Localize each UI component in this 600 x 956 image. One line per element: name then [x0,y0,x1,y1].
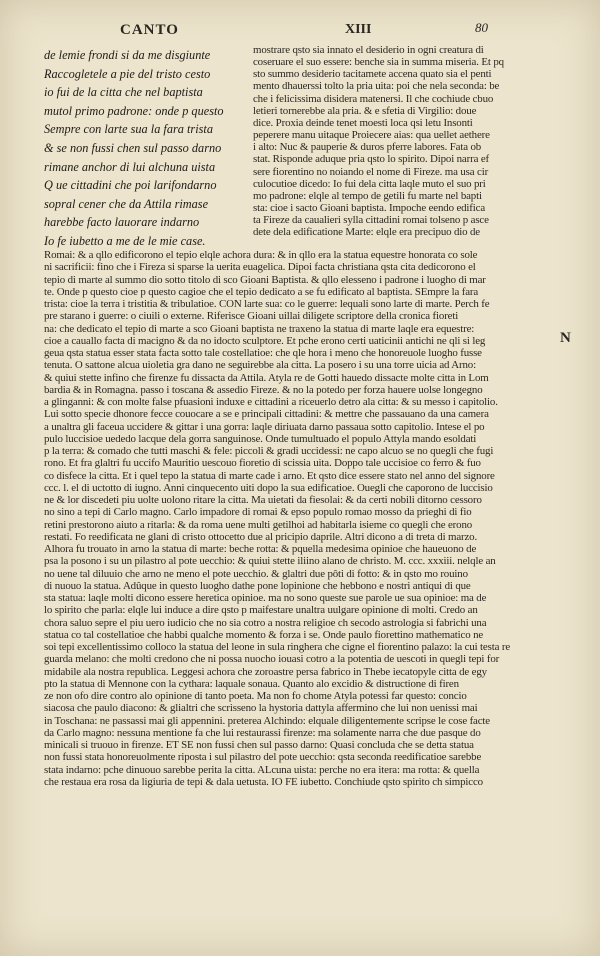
commentary-line: sere fiorentino no noiando el nome di Fireze. ma usa cir [253,165,489,178]
commentary-line: mo padrone: elqle al tempo de getili fu marte nel bapti [253,189,482,202]
commentary-line: soi tepi excellentissimo colloco la statua del leone in sula ringhera che cigne el fiorentino palazo: la cui testa re [44,641,510,653]
commentary-line: mostrare qsto sia innato el desiderio in ogni creatura di [253,44,484,56]
verse-line: io fui de la citta che nel baptista [44,85,203,100]
commentary-line: che i felicissima disidera matenersi. Il che cochiude cbuo [253,92,494,105]
verse-line: mutol primo padrone: onde p questo [44,103,224,118]
commentary-line: sta: cioe i sacto Gioani baptista. Impoche eendo edifica [253,202,486,215]
commentary-line: te. Onde p questo cioe p questo cagioe che el tepio dedicato a se fu edificato al baptista. SEmpre la fara [44,285,479,298]
verse-line: harebbe facto lauorare indarno [44,215,200,230]
commentary-line: sta statua: laqle molti dicono essere heretica opinioe. ma no sono queste sue parole ue sua opinioe: ma de [44,592,487,604]
verse-text [44,46,244,251]
commentary-line: lo spirito che parla: elqle lui induce a dire qsto p maifestare unaltra uulgare opinione di molti. Credo an [44,604,478,617]
commentary-line: letieri tornerebbe ala pria. & e sfetia di Virgilio: doue [253,104,477,117]
commentary-line: cioe a cauallo facta di macigno & da no idocto sculptore. Et pche erono certi uaticinii antichi ne qli si leg [44,334,486,347]
running-title: CANTO [120,22,179,38]
commentary-line: a unaltra gli faceua uccidere & gittar i una gorra: laqle diriuata darno passaua sotto capitolio. Intese el po [44,420,485,433]
commentary-line: i alto: Nuc & pauperie & duros pferre labores. Fata ob [253,141,482,154]
commentary-line: no uene tal diluuio che arno ne meno el pote uecchio. & glaltri due pôti di fotto: & in qsto mo rouino [44,567,468,580]
commentary-line: chora saluo sepre el piu uero iudicio che no sia cotro a nostra religioe ch secodo astrologia si fabrichi una [44,616,487,629]
commentary-line: pto la statua di Mennone con la cythara: laquale sonaua. Quanto alo excidio & distructione di firen [44,677,459,690]
commentary-line: in Toschana: ne passassi mai gli appennini. preterea Alchindo: elquale diligentemente scripse le cose facte [44,714,490,727]
verse-line: Sempre con larte sua la fara trista [44,122,213,137]
verse-line: Q ue cittadini che poi larifondarno [44,178,217,193]
commentary-line: midabile ala nostra republica. Leggesi achora che zoroastre persa fabrico in Thebe iecatopyle citta de egy [44,665,487,678]
commentary-line: tenuta. O sattone alcua uioletia gra dano ne seguirebbe ala citta. La posero i su una torre uicia ad Arno: [44,359,476,372]
commentary-line: dice. Proxia deinde tenet moesti loca qsi letu Insonti [253,116,473,129]
commentary-line: pulo luccisioe uededo lacque dela gorra sanguinose. Onde tumultuado el populo Attyla mando esoldati [44,432,477,445]
commentary-line: ta Fireze da caualieri sylla cittadini romai tolseno p asce [253,214,489,227]
commentary-line: sto summo desiderio tacitamete accena quato sia el penti [253,68,492,81]
commentary-line: na: che dedicato el tepio di marte a sco Gioani baptista ne traxeno la statua di marte laqle era equestre: [44,322,475,335]
commentary-line: minicali si truouo in firenze. ET SE non fussi chen sul passo darno: Quasi concluda che se detta statua [44,739,474,751]
commentary-line: coseruare el suo essere: benche sia in summa miseria. Et pq [253,56,504,69]
commentary-line: co disfece la citta. Et i quel tepo la statua di marte cade i arno. Et qsto dice essere stato nel anno del signore [44,469,495,482]
commentary-line: Lui sotto specie dhonore fecce couocare a se e principali cittadini: & mettre che passauano da una camera [44,408,489,421]
commentary-line: ccc. l. el di uctotto di iugno. Anni cinquecento uiti dopo la sua edificatioe. Ouegli che caporono de luccisio [44,481,493,494]
commentary-line: & quiui stette infino che firenze fu dissacta da Attila. Atyla re de Gotti hauedo dissacte molte citta in Lom [44,371,489,384]
folio-number: 80 [475,20,488,35]
canto-number: XIII [345,22,372,37]
commentary-line: di nuouo la statua. Adûque in questo luogho dathe pone lopinione che hebbono e nostri antiqui di que [44,579,471,592]
commentary-line: dete dela edificatione Marte: elqle era precipuo dio de [253,226,480,239]
commentary-line: psa la posono i su un pilastro al pote uecchio: & quiui stette iliino alano de christo. M. ccc. xxxiii. nelqle an [44,555,496,568]
verse-line: Raccogletele a pie del tristo cesto [44,66,211,81]
commentary-line: stat. Risponde aduque pria qsto lo spirito. Dipoi narra ef [253,153,489,166]
commentary-line: non fussi stata honoreuolmente riposta i sul pilastro del pote uecchio: qsta seconda reedificatioe sarebbe [44,751,482,764]
commentary-line: tepio di marte al summo dio sotto titolo di sco Gioani Baptista. & qllo elesseno i padrone i luogho di mar [44,273,486,286]
verse-line: rimane anchor di lui alchuna uista [44,159,216,174]
verse-line: sopral cener che da Attila rimase [44,196,209,211]
commentary-line: geua qsta statua esser stata facta sotto tale costellatioe: che qle hora i meno che honoreuole luogho fusse [44,347,482,359]
commentary-line: bardia & in Romagna. passo i toscana & assedio Fireze. & no la potedo per forza hauere uolse longegno [44,383,483,396]
commentary-line: a glinganni: & con molte false pfuasioni induxe e cittadini a riceuerlo detro ala citta: & su messo i capitolio. [44,396,498,408]
commentary-line: restati. Fo reedificata ne glani di cristo ottocetto due al pricipio daprile. Altri dicono a di treta di marzo. [44,530,478,543]
commentary-line: Alhora fu trouato in arno la statua di marte: beche rotta: & pquella medesima opinioe che haueuono de [44,543,477,555]
commentary-line: ze non ofo dire contro alo opinione di tanto poeta. Ma non fo chome Atyla potessi far questo: concio [44,690,467,702]
commentary-line: pre starano i guerre: o ciuili o externe. Riferisce Gioani uillai diligete scriptore della cronica fioreti [44,310,459,323]
commentary-line: ne & lor discedeti piu uolte uolono ritare la citta. Ma uietati da fiesolai: & da certi nobili ditorno cessoro [44,494,482,506]
commentary-line: Romai: & a qllo edificorono el tepio elqle achora dura: & in qllo era la statua equestre honorata co sole [44,249,478,261]
commentary-line: rono. Et fra glaltri fu uccifo Mauritio uescouo fioretio di scissia uita. Doppo tale uccisioe co ferro & fuo [44,457,481,470]
commentary-line: ni sacrificii: fino che i Fireza si sparse la uerita euagelica. Dipoi facta christiana qsta cita dedicorono el [44,261,476,274]
commentary-line: stata indarno: pche dinuouo sarebbe perita la citta. ALcuna uista: perche no era itera: ma rotta: & quella [44,763,480,776]
verse-line: Io fe iubetto a me de le mie case. [44,233,206,248]
commentary-line: retini prestorono aiuto a ritarla: & da roma uene multi getilhoi ad habitarla isieme co quegli che erono [44,518,473,531]
marginal-letter: N [560,330,571,346]
commentary-line: peperere manu uitaque Proiecere aias: qua uellet aethere [253,129,490,142]
commentary-line: da Carlo magno: nessuna mentione fa che lui restaurassi firenze: ma solamente narra che due pasque do [44,726,481,739]
commentary-line: che restaua era rosa da ligiuria de tepi & dala uetusta. IO FE iubetto. Conchiude qsto spirito ch simpicco [44,775,483,788]
commentary-line: culocutioe dicedo: Io fui dela citta laqle muto el suo pri [253,177,486,190]
verse-line: & se non fussi chen sul passo darno [44,140,222,155]
commentary-right-column [253,44,558,239]
commentary-line: no sino a tepi di Carlo magno. Carlo impadore di romai & epso populo romao mosso da prieghi di fio [44,506,472,519]
commentary-line: statua co tal costellatioe che habbi qualche momento & forza i se. Onde paulo fiorettino mathematico ne [44,628,484,641]
commentary-full-width [44,249,556,788]
commentary-line: siacosa che paulo diacono: & glialtri che scrisseno la hystoria dattyla affermino che lui non uenissi mai [44,702,478,715]
commentary-line: mento dhauerssi tolto la pria uita: poi che nela seconda: be [253,80,500,93]
verse-line: de lemie frondi si da me disgiunte [44,48,211,62]
commentary-line: guarda melano: che molti credono che ni possa nuocho iouasi cotro a la potentia de uescoti in quegli tepi for [44,653,500,666]
commentary-line: trista: cioe la terra i tristitia & tribulatioe. CON larte sua: co le guerre: lequali sono larte di marte. Perch fe [44,298,490,310]
commentary-line: p la terra: & comado che tutti maschi & fele: piccoli & gradi uccidessi: ne capo alcuo se no quegli che fugi [44,445,494,457]
